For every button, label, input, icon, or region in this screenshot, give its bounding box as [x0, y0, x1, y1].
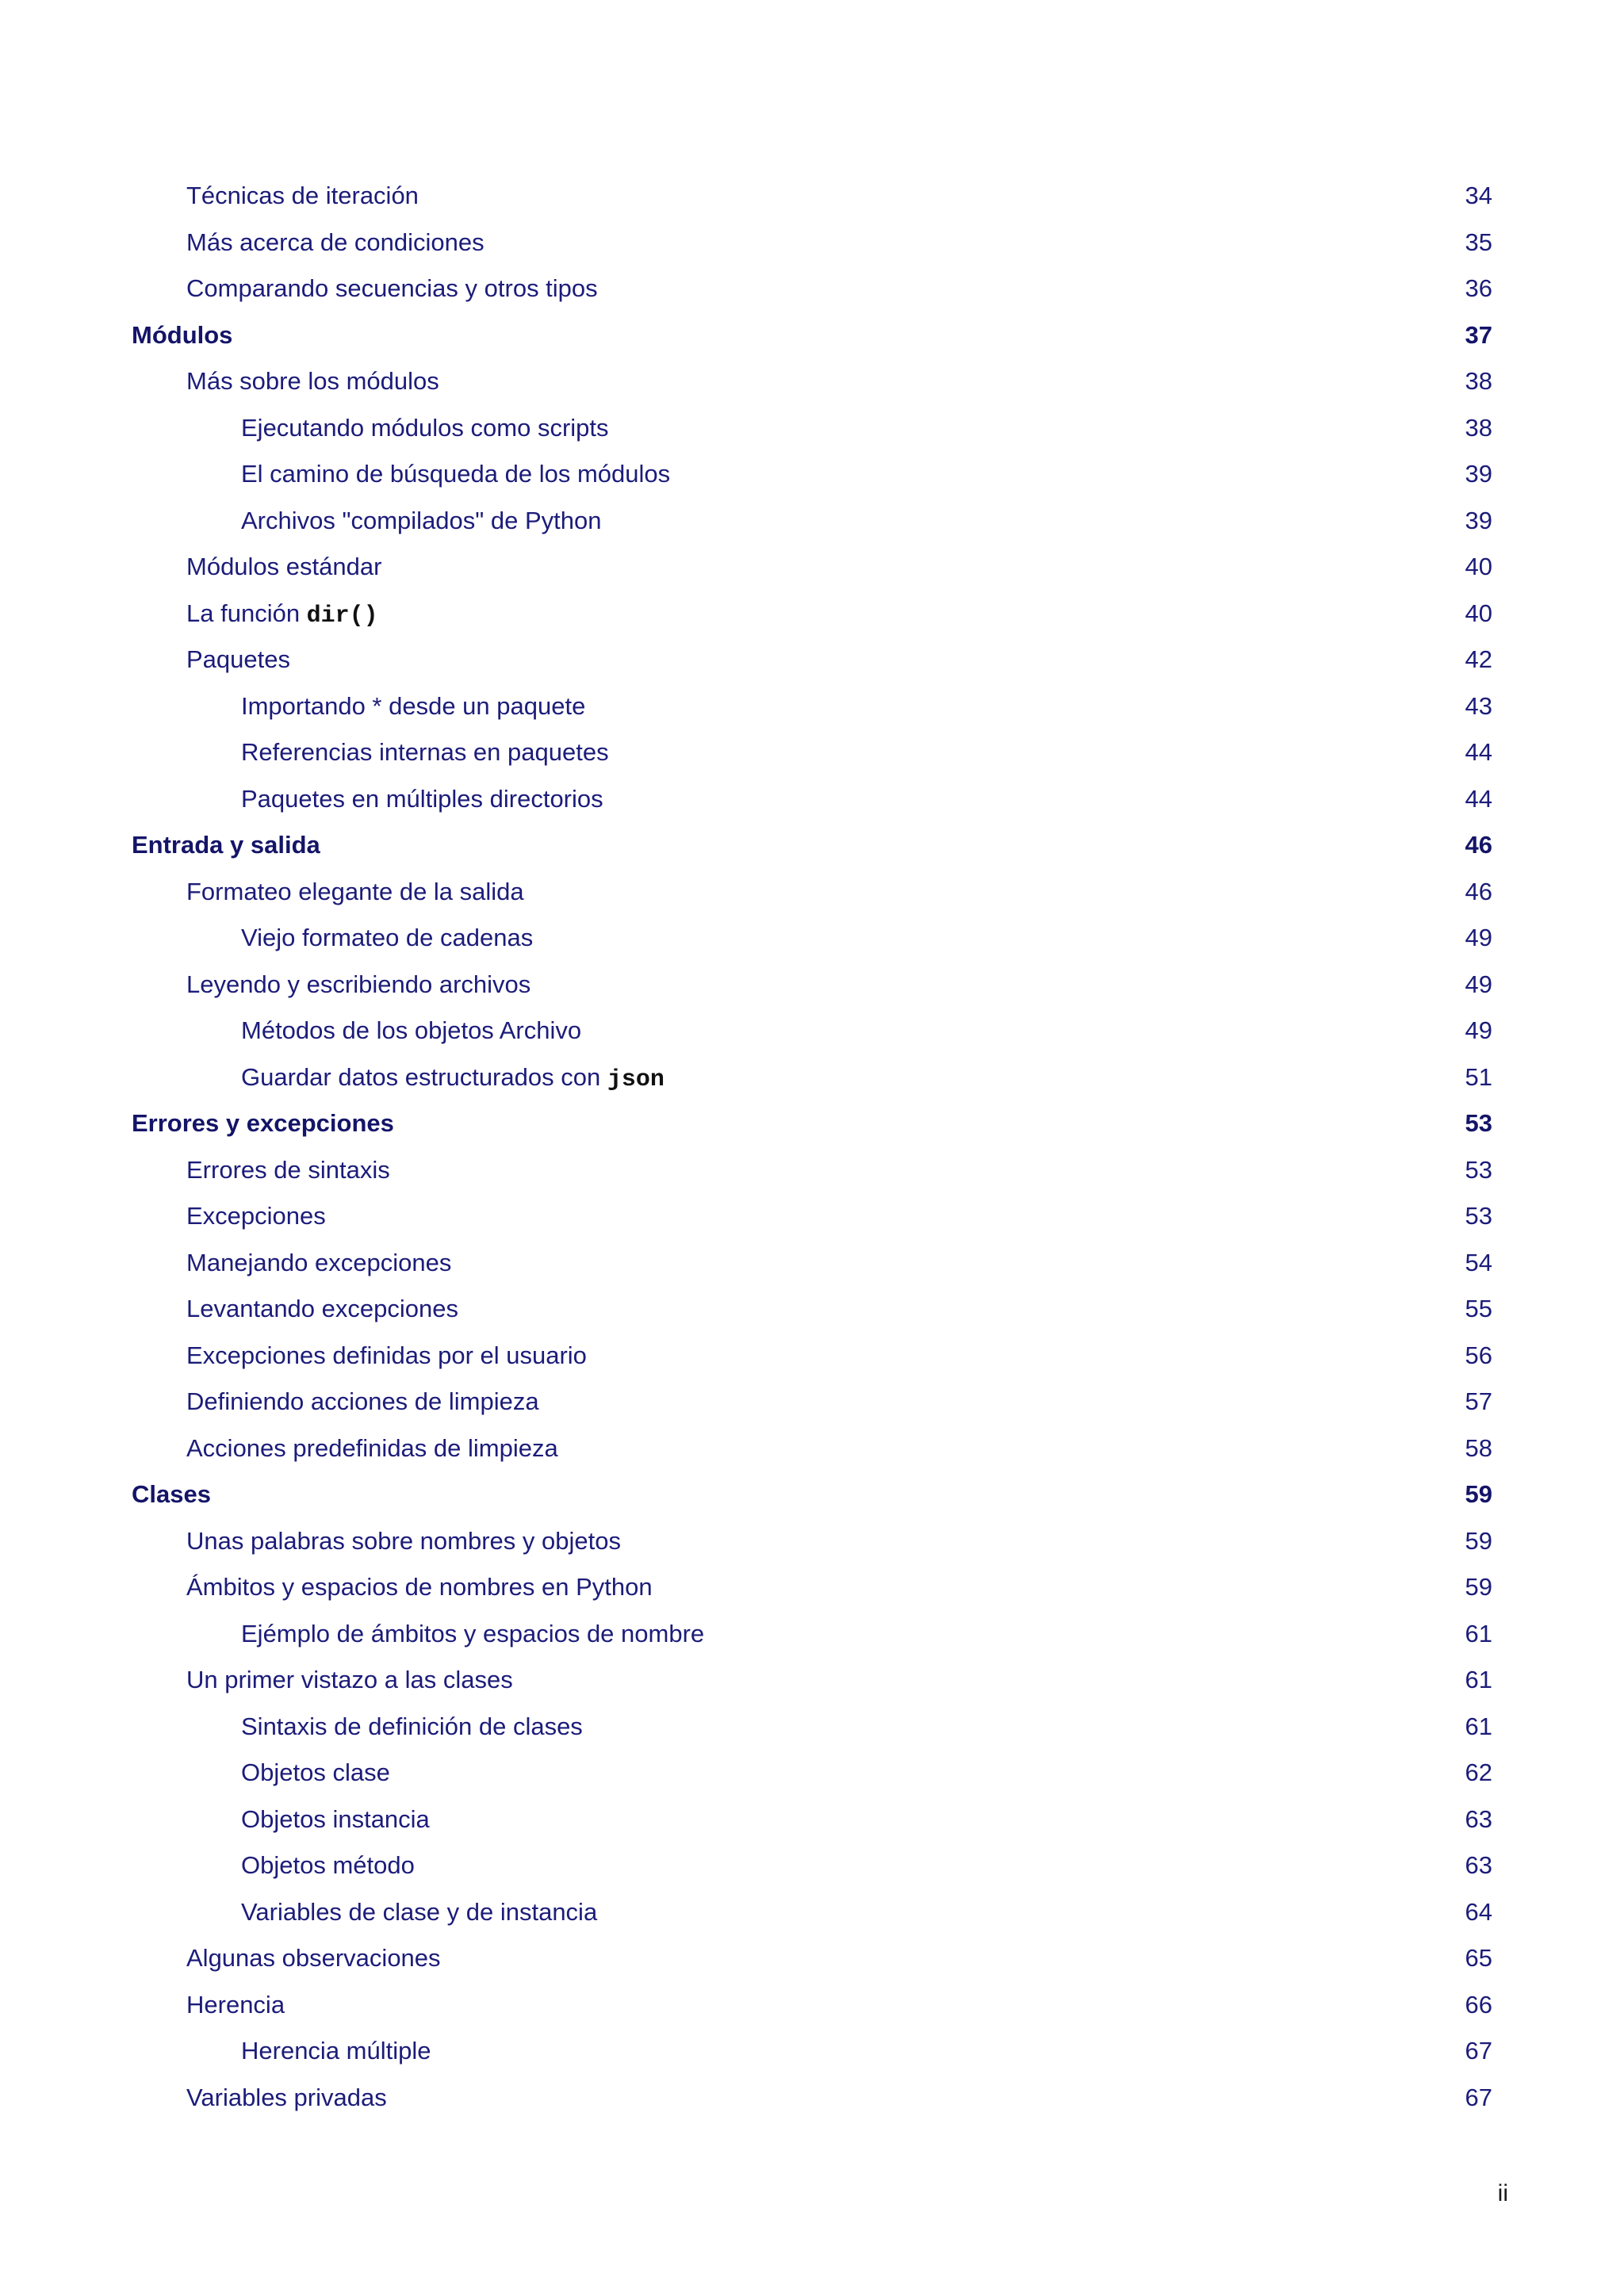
toc-entry-page: 53: [1465, 1155, 1492, 1184]
toc-entry-title-text: Objetos clase: [241, 1758, 390, 1786]
toc-entry-page: 61: [1465, 1666, 1492, 1693]
toc-entry-page: 61: [1465, 1619, 1492, 1647]
toc-entry-title: [241, 683, 585, 729]
toc-entry-title-text: Métodos de los objetos Archivo: [241, 1016, 582, 1044]
toc-entry-page: 49: [1465, 924, 1492, 951]
toc-subentry[interactable]: [0, 776, 1624, 822]
toc-entry-title-text: Herencia: [186, 1990, 285, 2019]
toc-entry[interactable]: [0, 358, 1624, 404]
toc-subentry[interactable]: [0, 1889, 1624, 1935]
toc-entry[interactable]: [0, 1193, 1624, 1239]
toc-entry-page: 59: [1465, 1573, 1492, 1601]
toc-entry-title: [186, 358, 439, 404]
toc-entry-title: [186, 1982, 285, 2028]
toc-entry-title-text: Definiendo acciones de limpieza: [186, 1387, 539, 1415]
toc-subentry[interactable]: [0, 683, 1624, 729]
toc-entry[interactable]: [0, 591, 1624, 637]
toc-section-entry[interactable]: [0, 1100, 1624, 1146]
toc-entry-title: [186, 544, 381, 590]
toc-entry-title: [241, 776, 603, 822]
toc-entry[interactable]: [0, 1333, 1624, 1379]
toc-entry-page: 62: [1465, 1758, 1492, 1786]
toc-entry[interactable]: [0, 1982, 1624, 2028]
toc-entry-title: [186, 1425, 558, 1471]
toc-entry-title: [241, 915, 533, 961]
toc-entry-title: [186, 1564, 653, 1610]
toc-entry-title-text: Objetos método: [241, 1851, 415, 1879]
toc-entry-title-text: Comparando secuencias y otros tipos: [186, 274, 598, 302]
toc-entry-title-text: Formateo elegante de la salida: [186, 877, 524, 905]
toc-entry-page: 61: [1465, 1712, 1492, 1740]
toc-entry-title: [241, 1797, 430, 1843]
toc-entry[interactable]: [0, 1286, 1624, 1332]
toc-entry-title-text: Errores y excepciones: [132, 1109, 394, 1137]
toc-entry-title: [186, 1333, 587, 1379]
toc-entry-page: 49: [1465, 970, 1492, 998]
toc-entry-title: [241, 451, 670, 497]
toc-entry-page: 38: [1465, 413, 1492, 442]
toc-entry-page: 59: [1465, 1526, 1492, 1555]
toc-entry-page: 66: [1465, 1990, 1492, 2019]
toc-section-entry[interactable]: [0, 822, 1624, 868]
toc-entry-title: [132, 822, 320, 868]
toc-entry-title: [241, 1008, 581, 1054]
toc-entry-title-text: Un primer vistazo a las clases: [186, 1666, 513, 1693]
toc-entry-title: [186, 1147, 390, 1193]
toc-entry-page: 40: [1465, 599, 1492, 627]
toc-entry[interactable]: [0, 2075, 1624, 2121]
toc-entry-title: [186, 869, 524, 915]
toc-entry-title-text: Paquetes: [186, 645, 290, 673]
toc-entry-title: [186, 2075, 387, 2121]
toc-entry-page: 38: [1465, 367, 1492, 395]
toc-entry-title-text: Más sobre los módulos: [186, 367, 439, 395]
toc-subentry[interactable]: [0, 1797, 1624, 1843]
toc-entry-title-text: El camino de búsqueda de los módulos: [241, 460, 671, 488]
toc-entry-title-text: Clases: [132, 1480, 211, 1508]
toc-entry-title: [241, 1611, 704, 1657]
toc-entry-title: [241, 1054, 665, 1103]
toc-entry-page: 46: [1465, 831, 1492, 859]
toc-entry-title-text: Ámbitos y espacios de nombres en Python: [186, 1573, 653, 1601]
toc-entry-title: [241, 405, 609, 451]
toc-entry-title: [186, 637, 290, 683]
toc-entry-page: 44: [1465, 784, 1492, 813]
toc-entry-title-text: Guardar datos estructurados con: [241, 1062, 607, 1091]
toc-entry-title-text: Levantando excepciones: [186, 1295, 458, 1322]
toc-subentry[interactable]: [0, 451, 1624, 497]
toc-entry-title: [186, 266, 598, 312]
toc-entry[interactable]: [0, 1240, 1624, 1286]
toc-entry-title-text: Herencia múltiple: [241, 2037, 431, 2064]
toc-entry-page: 34: [1465, 182, 1492, 209]
toc-entry[interactable]: [0, 962, 1624, 1008]
toc-entry-page: 42: [1465, 645, 1492, 673]
toc-subentry[interactable]: [0, 1843, 1624, 1888]
toc-entry[interactable]: [0, 544, 1624, 590]
toc-entry[interactable]: [0, 1564, 1624, 1610]
toc-entry-page: 57: [1465, 1387, 1492, 1415]
toc-entry-title-text: Archivos "compilados" de Python: [241, 506, 602, 534]
toc-entry-title: [186, 1379, 539, 1425]
toc-entry-title-text: Técnicas de iteración: [186, 182, 419, 209]
toc-entry-title: [241, 1704, 583, 1750]
toc-subentry[interactable]: [0, 729, 1624, 775]
toc-entry-page: 49: [1465, 1016, 1492, 1044]
toc-entry-title-text: Paquetes en múltiples directorios: [241, 784, 603, 813]
toc-entry-title-text: La función: [186, 599, 307, 627]
toc-entry[interactable]: [0, 1518, 1624, 1564]
toc-subentry[interactable]: [0, 915, 1624, 961]
toc-entry-title-text: Entrada y salida: [132, 831, 320, 859]
toc-entry-page: 63: [1465, 1804, 1492, 1833]
toc-entry-page: 56: [1465, 1341, 1492, 1369]
toc-entry-title-text: Módulos: [132, 320, 233, 349]
toc-entry-title-text: Referencias internas en paquetes: [241, 738, 609, 766]
toc-entry-title: [132, 1471, 211, 1517]
toc-entry-title-text: Variables de clase y de instancia: [241, 1897, 598, 1926]
toc-subentry[interactable]: [0, 1704, 1624, 1750]
toc-entry-page: 53: [1465, 1109, 1492, 1137]
page-number: ii: [1497, 2180, 1508, 2206]
toc-entry[interactable]: [0, 266, 1624, 312]
toc-entry-title: [241, 1750, 390, 1796]
toc-section-entry[interactable]: [0, 1471, 1624, 1517]
toc-subentry[interactable]: [0, 405, 1624, 451]
toc-entry[interactable]: [0, 1657, 1624, 1703]
toc-entry-title: [186, 1193, 326, 1239]
toc-entry-title: [186, 1657, 513, 1703]
toc-entry-page: 58: [1465, 1433, 1492, 1462]
toc-subentry[interactable]: [0, 1008, 1624, 1054]
toc-subentry[interactable]: [0, 2028, 1624, 2074]
toc-entry[interactable]: [0, 637, 1624, 683]
toc-entry-title-text: Acciones predefinidas de limpieza: [186, 1433, 558, 1462]
toc-entry-title: [241, 2028, 431, 2074]
toc-entry-title: [186, 220, 485, 266]
toc-entry-title-text: Objetos instancia: [241, 1804, 430, 1833]
toc-entry[interactable]: [0, 1379, 1624, 1425]
toc-entry-page: 39: [1465, 460, 1492, 488]
toc-entry-page: 67: [1465, 2037, 1492, 2064]
toc-entry-title: [186, 1240, 451, 1286]
toc-entry[interactable]: [0, 869, 1624, 915]
toc-entry-title-text: Unas palabras sobre nombres y objetos: [186, 1526, 621, 1555]
toc-entry-page: 43: [1465, 691, 1492, 720]
toc-entry-title-text: Importando * desde un paquete: [241, 691, 586, 720]
toc-entry-title: [186, 591, 378, 639]
toc-entry-title: [241, 1889, 597, 1935]
toc-entry-title: [186, 173, 419, 219]
toc-entry-page: 55: [1465, 1295, 1492, 1322]
toc-entry-page: 46: [1465, 877, 1492, 905]
toc-entry-title: [241, 498, 602, 544]
toc-entry-page: 36: [1465, 274, 1492, 302]
toc-entry-page: 59: [1465, 1480, 1492, 1508]
toc-entry[interactable]: [0, 1425, 1624, 1471]
toc-entry-title-text: Excepciones definidas por el usuario: [186, 1341, 587, 1369]
toc-entry-page: 67: [1465, 2083, 1492, 2111]
toc-entry-page: 37: [1465, 320, 1492, 349]
toc-entry-title-text: Módulos estándar: [186, 553, 382, 580]
toc-entry-page: 54: [1465, 1248, 1492, 1276]
toc-entry-code: json: [607, 1066, 665, 1093]
toc-entry-title: [132, 1100, 394, 1146]
toc-entry-page: 44: [1465, 738, 1492, 766]
toc-entry-title-text: Errores de sintaxis: [186, 1155, 390, 1184]
toc-entry-title-text: Ejémplo de ámbitos y espacios de nombre: [241, 1619, 705, 1647]
toc-entry[interactable]: [0, 1935, 1624, 1981]
toc-entry[interactable]: [0, 220, 1624, 266]
toc-entry-title: [186, 962, 530, 1008]
toc-entry-page: 51: [1465, 1062, 1492, 1091]
toc-entry-title-text: Variables privadas: [186, 2083, 387, 2111]
toc-entry-title: [132, 312, 232, 358]
toc-subentry[interactable]: [0, 1750, 1624, 1796]
toc-entry-page: 65: [1465, 1944, 1492, 1972]
toc-entry-page: 63: [1465, 1851, 1492, 1879]
toc-entry-code: dir(): [306, 602, 378, 629]
toc-entry[interactable]: [0, 1147, 1624, 1193]
toc-entry-title-text: Leyendo y escribiendo archivos: [186, 970, 531, 998]
toc-entry-page: 35: [1465, 228, 1492, 256]
toc-entry-title: [186, 1518, 621, 1564]
toc-entry[interactable]: [0, 173, 1624, 219]
toc-entry-title-text: Algunas observaciones: [186, 1944, 441, 1972]
toc-entry-page: 39: [1465, 506, 1492, 534]
toc-entry-title-text: Excepciones: [186, 1202, 326, 1230]
toc-entry-title-text: Viejo formateo de cadenas: [241, 924, 534, 951]
toc-entry-title: [186, 1286, 458, 1332]
toc-entry-page: 64: [1465, 1897, 1492, 1926]
toc-entry-title-text: Sintaxis de definición de clases: [241, 1712, 583, 1740]
toc-entry-title-text: Manejando excepciones: [186, 1248, 452, 1276]
toc-entry-title: [241, 729, 609, 775]
toc-section-entry[interactable]: [0, 312, 1624, 358]
toc-entry-title-text: Más acerca de condiciones: [186, 228, 485, 256]
toc-subentry[interactable]: [0, 1611, 1624, 1657]
toc-entry-page: 53: [1465, 1202, 1492, 1230]
toc-entry-title: [241, 1843, 415, 1888]
toc-subentry[interactable]: [0, 498, 1624, 544]
toc-entry-title-text: Ejecutando módulos como scripts: [241, 413, 609, 442]
toc-subentry[interactable]: [0, 1054, 1624, 1100]
toc-entry-page: 40: [1465, 553, 1492, 580]
toc-entry-title: [186, 1935, 441, 1981]
